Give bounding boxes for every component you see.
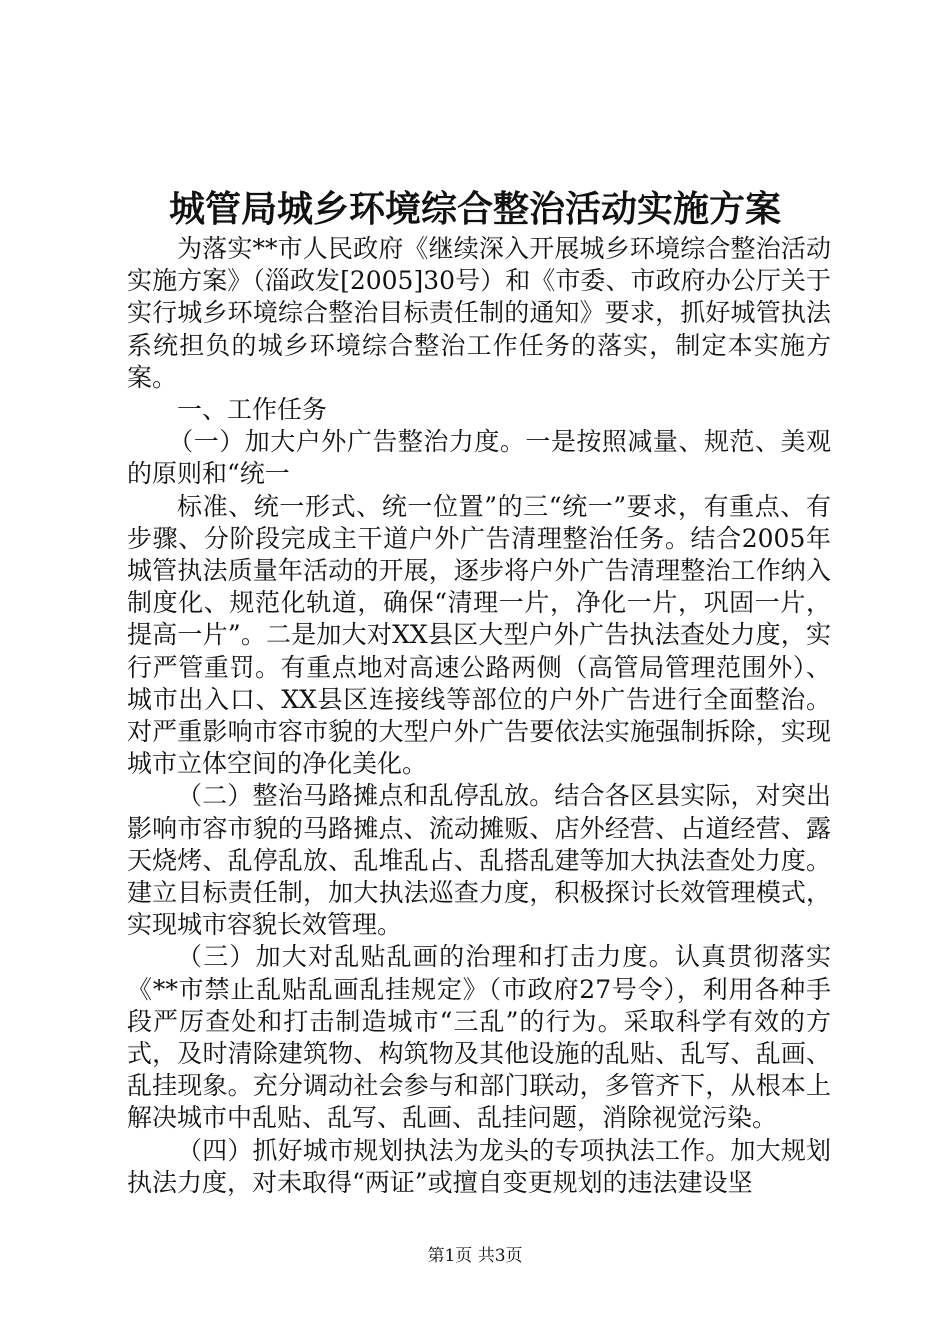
task-1-continued-paragraph: 标准、统一形式、统一位置”的三“统一”要求，有重点、有步骤、分阶段完成主干道户外广告清理整治任务。结合2005年城管执法质量年活动的开展，逐步将户外广告清理整治工作纳入制度化、规范化轨道，确保“清理一片，净化一片，巩固一片，提高一片”。二是加大对XX县区大型户外广告执法查处力度，实行严管重罚。有重点地对高速公路两侧（高管局管理范围外）、城市出入口、XX县区连接线等部位的户外广告进行全面整治。对严重影响市容市貌的大型户外广告要依法实施强制拆除，实现城市立体空间的净化美化。: [127, 491, 831, 779]
task-2-paragraph: （二）整治马路摊点和乱停乱放。结合各区县实际，对突出影响市容市貌的马路摊点、流动摊贩、店外经营、占道经营、露天烧烤、乱停乱放、乱堆乱占、乱搭乱建等加大执法查处力度。建立目标责任制，加大执法巡查力度，积极探讨长效管理模式，实现城市容貌长效管理。: [127, 781, 831, 940]
document-title: 城管局城乡环境综合整治活动实施方案: [168, 188, 781, 230]
task-1-paragraph: （一）加大户外广告整治力度。一是按照减量、规范、美观的原则和“统一: [127, 427, 831, 489]
task-4-paragraph: （四）抓好城市规划执法为龙头的专项执法工作。加大规划执法力度，对未取得“两证”或擅自变更规划的违法建设坚: [127, 1135, 831, 1197]
page-footer: 第1页 共3页: [427, 1246, 523, 1266]
document-body: [127, 233, 831, 1199]
intro-paragraph: 为落实**市人民政府《继续深入开展城乡环境综合整治活动实施方案》（淄政发[2005]30号）和《市委、市政府办公厅关于实行城乡环境综合整治目标责任制的通知》要求，抓好城管执法系统担负的城乡环境综合整治工作任务的落实，制定本实施方案。: [127, 234, 831, 392]
section-heading-work-tasks: 一、工作任务: [177, 395, 328, 425]
task-3-paragraph: （三）加大对乱贴乱画的治理和打击力度。认真贯彻落实《**市禁止乱贴乱画乱挂规定》（市政府27号令），利用各种手段严厉查处和打击制造城市“三乱”的行为。采取科学有效的方式，及时清除建筑物、构筑物及其他设施的乱贴、乱写、乱画、乱挂现象。充分调动社会参与和部门联动，多管齐下，从根本上解决城市中乱贴、乱写、乱画、乱挂问题，消除视觉污染。: [127, 942, 831, 1133]
